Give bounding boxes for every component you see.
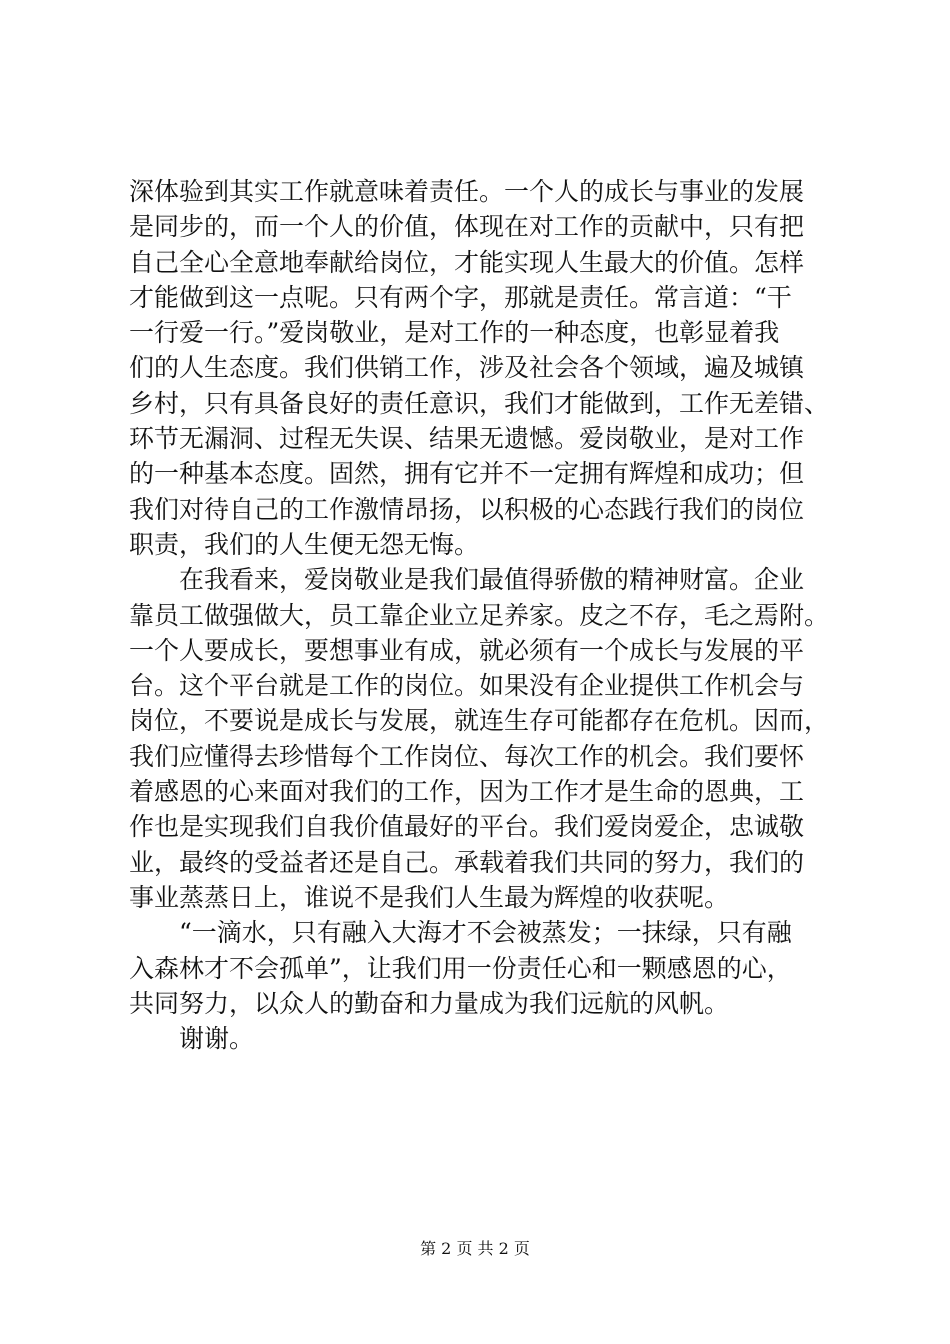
text-line: 才能做到这一点呢。只有两个字，那就是责任。常言道：“干 — [129, 282, 792, 312]
body-text — [129, 174, 829, 1056]
text-line: 职责，我们的人生便无怨无悔。 — [129, 529, 480, 559]
text-line: 靠员工做强做大，员工靠企业立足养家。皮之不存，毛之焉附。 — [129, 600, 829, 630]
text-line: 作也是实现我们自我价值最好的平台。我们爱岗爱企，忠诚敬 — [129, 812, 805, 842]
text-line: 事业蒸蒸日上，谁说不是我们人生最为辉煌的收获呢。 — [129, 882, 730, 912]
text-line: 业，最终的受益者还是自己。承载着我们共同的努力，我们的 — [129, 847, 805, 877]
text-line: 共同努力，以众人的勤奋和力量成为我们远航的风帆。 — [129, 988, 730, 1018]
text-line: 岗位，不要说是成长与发展，就连生存可能都存在危机。因而， — [129, 706, 829, 736]
text-line: 们的人生态度。我们供销工作，涉及社会各个领域，遍及城镇 — [129, 353, 805, 383]
text-line: 乡村，只有具备良好的责任意识，我们才能做到，工作无差错、 — [129, 388, 829, 418]
closing-thanks: 谢谢。 — [179, 1024, 255, 1054]
paragraph-first-line: “一滴水，只有融入大海才不会被蒸发；一抹绿，只有融 — [179, 918, 792, 948]
paragraph-first-line: 在我看来，爱岗敬业是我们最值得骄傲的精神财富。企业 — [179, 565, 805, 595]
page-footer: 第 2 页 共 2 页 — [420, 1239, 530, 1258]
text-line: 自己全心全意地奉献给岗位，才能实现人生最大的价值。怎样 — [129, 247, 805, 277]
text-line: 一个人要成长，要想事业有成，就必须有一个成长与发展的平 — [129, 635, 805, 665]
text-line: 台。这个平台就是工作的岗位。如果没有企业提供工作机会与 — [129, 671, 805, 701]
text-line: 一行爱一行。”爱岗敬业，是对工作的一种态度，也彰显着我 — [129, 318, 780, 348]
text-line: 是同步的，而一个人的价值，体现在对工作的贡献中，只有把 — [129, 212, 805, 242]
text-line: 环节无漏洞、过程无失误、结果无遗憾。爱岗敬业，是对工作 — [129, 424, 805, 454]
text-line: 我们对待自己的工作激情昂扬，以积极的心态践行我们的岗位 — [129, 494, 805, 524]
text-line: 着感恩的心来面对我们的工作，因为工作才是生命的恩典，工 — [129, 777, 805, 807]
text-line: 深体验到其实工作就意味着责任。一个人的成长与事业的发展 — [129, 177, 805, 206]
text-line: 入森林才不会孤单”，让我们用一份责任心和一颗感恩的心， — [129, 953, 792, 983]
text-line: 的一种基本态度。固然，拥有它并不一定拥有辉煌和成功；但 — [129, 459, 805, 489]
text-line: 我们应懂得去珍惜每个工作岗位、每次工作的机会。我们要怀 — [129, 741, 805, 771]
